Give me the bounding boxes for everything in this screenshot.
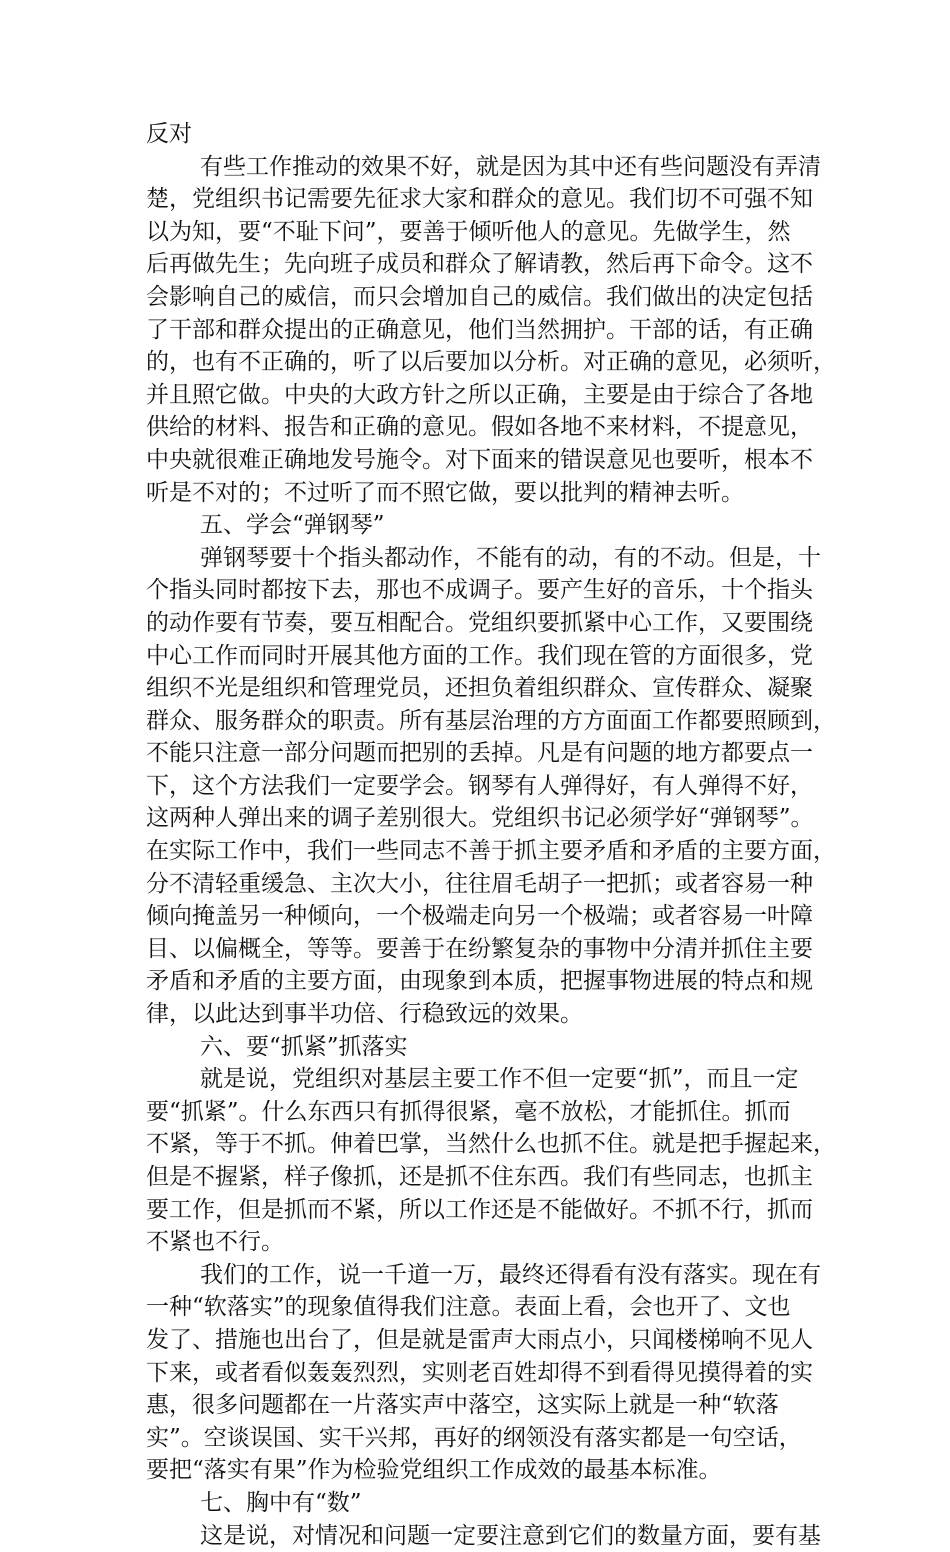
document-line: 不紧，等于不抓。伸着巴掌，当然什么也抓不住。就是把手握起来， bbox=[146, 1131, 836, 1158]
document-line: 要把“落实有果”作为检验党组织工作成效的最基本标准。 bbox=[146, 1457, 722, 1484]
document-line: 这是说，对情况和问题一定要注意到它们的数量方面，要有基 bbox=[200, 1522, 821, 1549]
document-body bbox=[146, 118, 836, 1552]
document-line: 的动作要有节奏，要互相配合。党组织要抓紧中心工作，又要围绕 bbox=[146, 609, 813, 636]
document-line: 实”。空谈误国、实干兴邦，再好的纲领没有落实都是一句空话， bbox=[146, 1424, 802, 1451]
document-line: 发了、措施也出台了，但是就是雷声大雨点小，只闻楼梯响不见人 bbox=[146, 1326, 813, 1353]
document-line: 要“抓紧”。什么东西只有抓得很紧，毫不放松，才能抓住。抓而 bbox=[146, 1098, 791, 1125]
document-line: 要工作，但是抓而不紧，所以工作还是不能做好。不抓不行，抓而 bbox=[146, 1196, 813, 1223]
document-line: 弹钢琴要十个指头都动作，不能有的动，有的不动。但是，十 bbox=[200, 544, 821, 571]
document-line: 倾向掩盖另一种倾向，一个极端走向另一个极端；或者容易一叶障 bbox=[146, 903, 813, 930]
document-line: 六、要“抓紧”抓落实 bbox=[200, 1033, 408, 1060]
document-line: 五、学会“弹钢琴” bbox=[200, 512, 385, 539]
document-line: 目、以偏概全，等等。要善于在纷繁复杂的事物中分清并抓住主要 bbox=[146, 935, 813, 962]
document-line: 供给的材料、报告和正确的意见。假如各地不来材料，不提意见， bbox=[146, 414, 813, 441]
document-line: 下来，或者看似轰轰烈烈，实则老百姓却得不到看得见摸得着的实 bbox=[146, 1359, 813, 1386]
document-line: 一种“软落实”的现象值得我们注意。表面上看，会也开了、文也 bbox=[146, 1294, 791, 1321]
document-line: 这两种人弹出来的调子差别很大。党组织书记必须学好“弹钢琴”。 bbox=[146, 805, 814, 832]
document-line: 就是说，党组织对基层主要工作不但一定要“抓”，而且一定 bbox=[200, 1066, 799, 1093]
document-line: 不能只注意一部分问题而把别的丢掉。凡是有问题的地方都要点一 bbox=[146, 740, 813, 767]
document-line: 我们的工作，说一千道一万，最终还得看有没有落实。现在有 bbox=[200, 1261, 821, 1288]
document-line: 分不清轻重缓急、主次大小，往往眉毛胡子一把抓；或者容易一种 bbox=[146, 870, 813, 897]
document-line: 组织不光是组织和管理党员，还担负着组织群众、宣传群众、凝聚 bbox=[146, 675, 813, 702]
document-line: 了干部和群众提出的正确意见，他们当然拥护。干部的话，有正确 bbox=[146, 316, 813, 343]
document-line: 中心工作而同时开展其他方面的工作。我们现在管的方面很多，党 bbox=[146, 642, 813, 669]
document-line: 不紧也不行。 bbox=[146, 1229, 284, 1256]
document-line: 在实际工作中，我们一些同志不善于抓主要矛盾和矛盾的主要方面， bbox=[146, 838, 836, 865]
document-line: 有些工作推动的效果不好，就是因为其中还有些问题没有弄清 bbox=[200, 153, 821, 180]
document-line: 并且照它做。中央的大政方针之所以正确，主要是由于综合了各地 bbox=[146, 381, 813, 408]
document-line: 听是不对的；不过听了而不照它做，要以批判的精神去听。 bbox=[146, 479, 744, 506]
document-line: 七、胸中有“数” bbox=[200, 1489, 362, 1516]
document-line: 楚，党组织书记需要先征求大家和群众的意见。我们切不可强不知 bbox=[146, 186, 813, 213]
document-line: 会影响自己的威信，而只会增加自己的威信。我们做出的决定包括 bbox=[146, 283, 813, 310]
document-line: 惠，很多问题都在一片落实声中落空，这实际上就是一种“软落 bbox=[146, 1392, 779, 1419]
document-line: 个指头同时都按下去，那也不成调子。要产生好的音乐，十个指头 bbox=[146, 577, 813, 604]
document-line: 下，这个方法我们一定要学会。钢琴有人弹得好，有人弹得不好， bbox=[146, 772, 813, 799]
document-line: 的，也有不正确的，听了以后要加以分析。对正确的意见，必须听， bbox=[146, 349, 836, 376]
document-line: 后再做先生；先向班子成员和群众了解请教，然后再下命令。这不 bbox=[146, 251, 813, 278]
document-line: 但是不握紧，样子像抓，还是抓不住东西。我们有些同志，也抓主 bbox=[146, 1164, 813, 1190]
document-line: 以为知，要“不耻下问”，要善于倾听他人的意见。先做学生，然 bbox=[146, 218, 791, 245]
document-line: 中央就很难正确地发号施令。对下面来的错误意见也要听，根本不 bbox=[146, 446, 813, 473]
document-line: 律，以此达到事半功倍、行稳致远的效果。 bbox=[146, 1001, 583, 1028]
document-line: 反对 bbox=[146, 121, 192, 147]
document-line: 矛盾和矛盾的主要方面，由现象到本质，把握事物进展的特点和规 bbox=[146, 968, 813, 995]
document-line: 群众、服务群众的职责。所有基层治理的方方面面工作都要照顾到， bbox=[146, 707, 836, 734]
